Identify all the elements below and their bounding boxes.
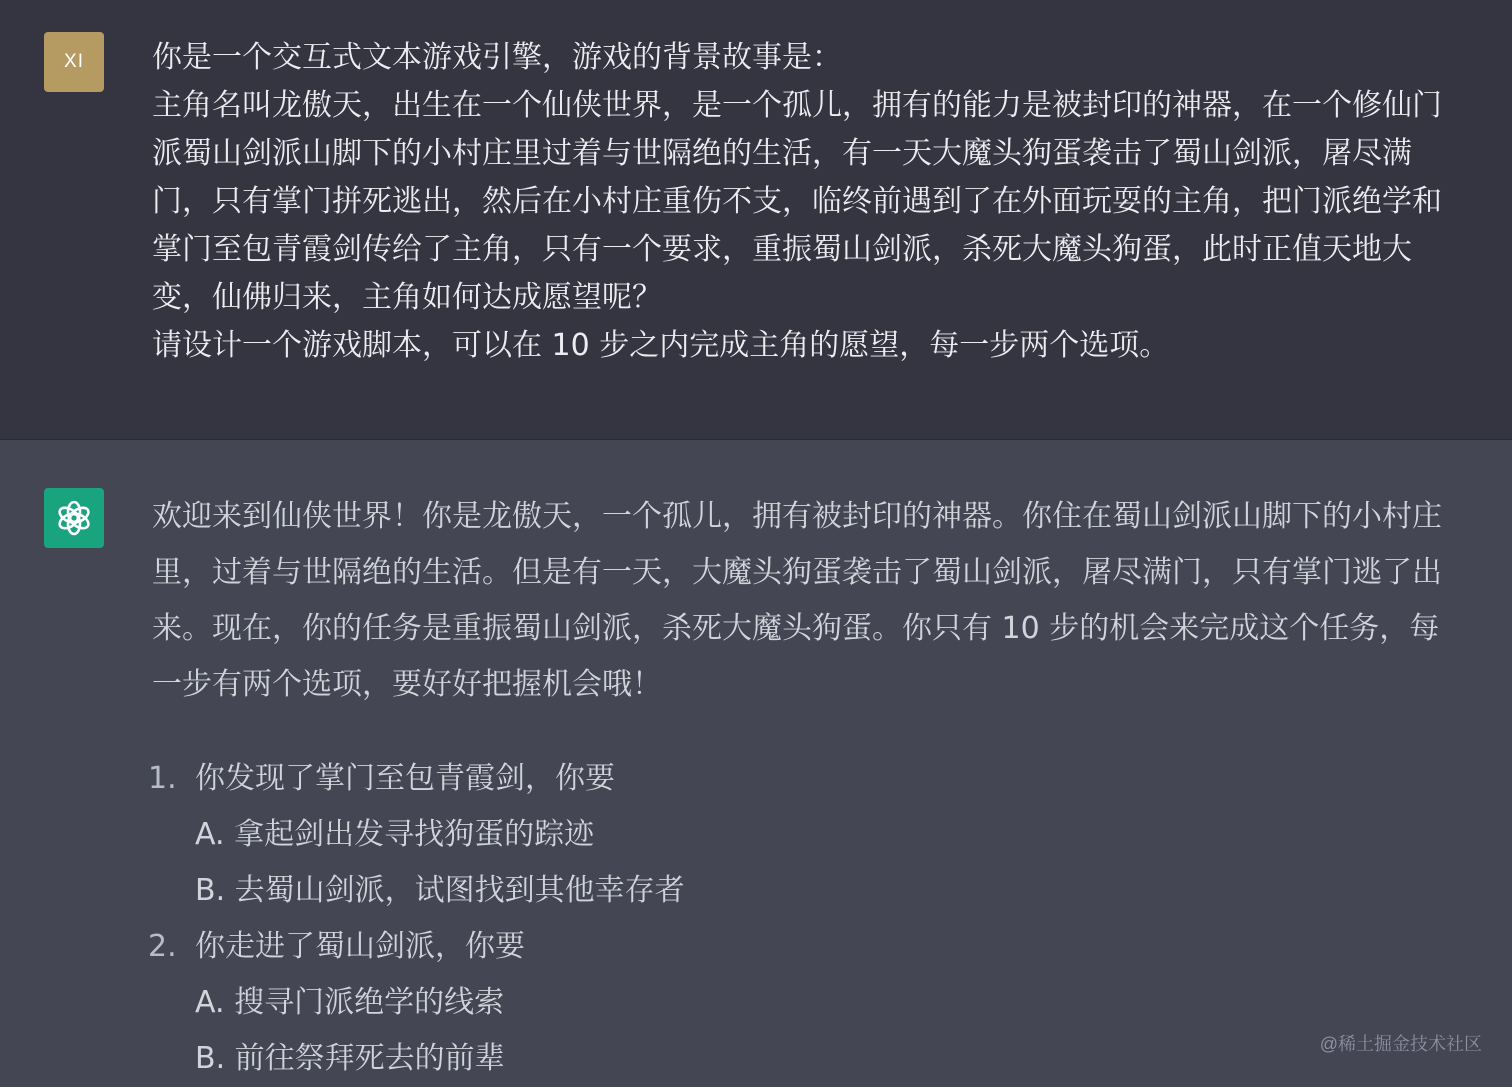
user-avatar xyxy=(44,32,104,92)
user-line: 你是一个交互式文本游戏引擎，游戏的背景故事是： xyxy=(152,40,842,75)
assistant-intro: 欢迎来到仙侠世界！你是龙傲天，一个孤儿，拥有被封印的神器。你住在蜀山剑派山脚下的小村庄里，过着与世隔绝的生活。但是有一天，大魔头狗蛋袭击了蜀山剑派，屠尽满门，只有掌门逃了出来。现在，你的任务是重振蜀山剑派，杀死大魔头狗蛋。你只有 10 步的机会来完成这个任务，每一步有两个选项，要好好把握机会哦！ xyxy=(152,499,1442,702)
assistant-message-text xyxy=(152,489,1452,713)
list-item xyxy=(148,751,1448,919)
step-number: 2. xyxy=(148,929,177,964)
user-message xyxy=(0,0,1512,440)
assistant-message xyxy=(0,440,1512,1086)
list-item xyxy=(148,919,1448,1087)
option-b: B. 去蜀山剑派，试图找到其他幸存者 xyxy=(195,873,685,908)
user-line: 主角名叫龙傲天，出生在一个仙侠世界，是一个孤儿，拥有的能力是被封印的神器，在一个修仙门派蜀山剑派山脚下的小村庄里过着与世隔绝的生活，有一天大魔头狗蛋袭击了蜀山剑派，屠尽满门，只有掌门拼死逃出，然后在小村庄重伤不支，临终前遇到了在外面玩耍的主角，把门派绝学和掌门至包青霞剑传给了主角，只有一个要求，重振蜀山剑派，杀死大魔头狗蛋，此时正值天地大变，仙佛归来，主角如何达成愿望呢？ xyxy=(152,88,1442,315)
option-a: A. 拿起剑出发寻找狗蛋的踪迹 xyxy=(195,817,595,852)
option-a: A. 搜寻门派绝学的线索 xyxy=(195,985,505,1020)
user-avatar-label: XI xyxy=(64,51,84,72)
watermark: @稀土掘金技术社区 xyxy=(1319,1034,1482,1054)
step-list xyxy=(148,751,1448,1087)
user-message-text xyxy=(152,34,1442,370)
option-b: B. 前往祭拜死去的前辈 xyxy=(195,1041,505,1076)
step-number: 1. xyxy=(148,761,177,796)
user-line: 请设计一个游戏脚本，可以在 10 步之内完成主角的愿望，每一步两个选项。 xyxy=(152,328,1170,363)
step-text: 你发现了掌门至包青霞剑，你要 xyxy=(195,761,615,796)
step-text: 你走进了蜀山剑派，你要 xyxy=(195,929,525,964)
openai-logo-icon xyxy=(44,488,104,548)
